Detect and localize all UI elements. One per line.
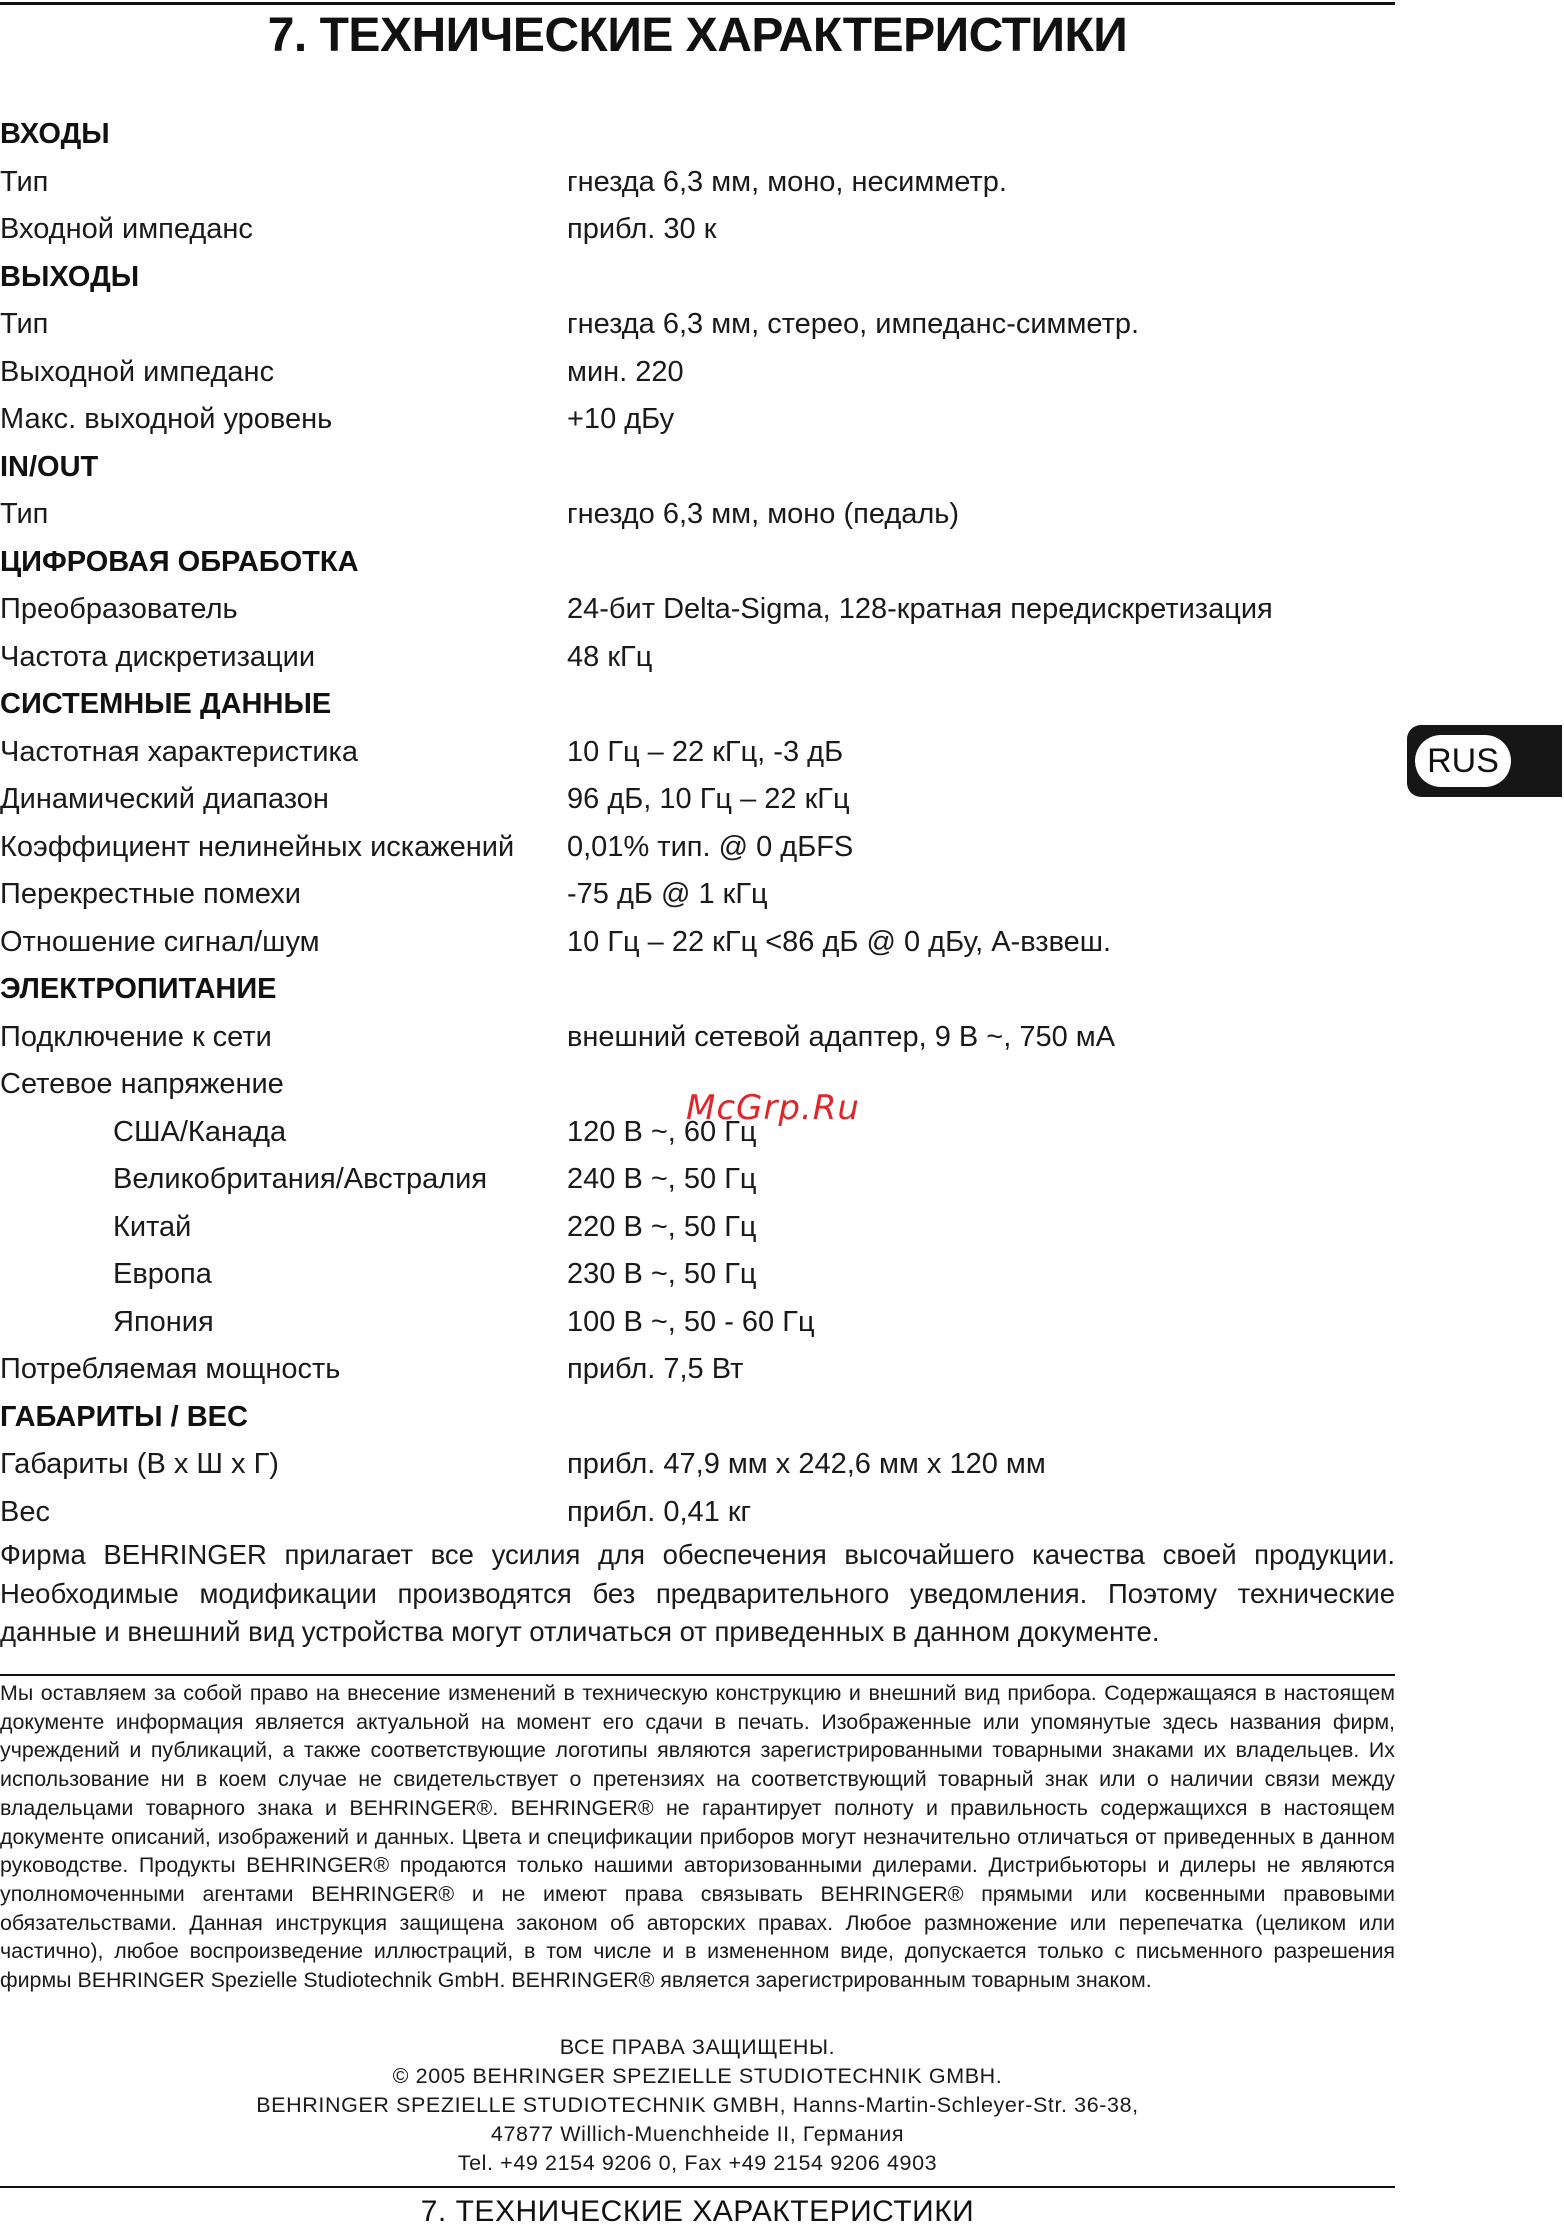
spec-table: [0, 111, 1395, 1536]
page-title: 7. ТЕХНИЧЕСКИЕ ХАРАКТЕРИСТИКИ: [267, 9, 1128, 62]
spec-row: [0, 1346, 1395, 1394]
spec-label: Частотная характеристика: [0, 735, 359, 768]
spec-section-heading: [0, 681, 1395, 729]
spec-label: ВХОДЫ: [0, 118, 110, 150]
spec-value: прибл. 0,41 кг: [567, 1495, 752, 1528]
spec-row: [0, 1204, 1395, 1252]
spec-label: Потребляемая мощность: [0, 1353, 341, 1385]
company-city: 47877 Willich-Muenchheide II, Германия: [490, 2122, 905, 2146]
spec-label: Великобритания/Австралия: [113, 1163, 488, 1195]
spec-label: Европа: [113, 1258, 212, 1290]
spec-row: [0, 1299, 1395, 1347]
spec-label: Отношение сигнал/шум: [0, 925, 320, 958]
spec-label: ЭЛЕКТРОПИТАНИЕ: [0, 973, 277, 1005]
spec-value: 240 В ~, 50 Гц: [567, 1163, 757, 1195]
copyright-block: [0, 2033, 1395, 2178]
spec-label: Входной импеданс: [0, 213, 253, 245]
spec-section-heading: [0, 111, 1395, 159]
spec-value: +10 дБу: [567, 403, 675, 435]
spec-value: -75 дБ @ 1 кГц: [567, 878, 768, 910]
spec-section-heading: [0, 966, 1395, 1014]
spec-value: 220 В ~, 50 Гц: [567, 1210, 757, 1243]
spec-label: Тип: [0, 165, 49, 198]
spec-label: ГАБАРИТЫ / ВЕС: [0, 1400, 248, 1433]
spec-label: Макс. выходной уровень: [0, 403, 333, 435]
spec-value: гнезда 6,3 мм, стерео, импеданс-симметр.: [567, 308, 1140, 340]
top-rule: [0, 2, 1395, 5]
spec-label: Китай: [113, 1210, 192, 1243]
spec-label: Япония: [113, 1305, 214, 1338]
spec-value: гнездо 6,3 мм, моно (педаль): [567, 498, 960, 530]
spec-row: [0, 1441, 1395, 1489]
spec-value: прибл. 30 к: [567, 213, 717, 245]
spec-value: 10 Гц – 22 кГц <86 дБ @ 0 дБу, A-взвеш.: [567, 925, 1112, 958]
divider: [0, 1674, 1395, 1676]
spec-row: [0, 1014, 1395, 1062]
spec-row: [0, 824, 1395, 872]
spec-row: [0, 871, 1395, 919]
spec-row: [0, 729, 1395, 777]
spec-label: Тип: [0, 498, 49, 530]
spec-label: Подключение к сети: [0, 1020, 272, 1053]
spec-row: [0, 1251, 1395, 1299]
spec-label: Сетевое напряжение: [0, 1068, 284, 1100]
footer-title: 7. ТЕХНИЧЕСКИЕ ХАРАКТЕРИСТИКИ: [420, 2195, 975, 2228]
company-address: BEHRINGER SPEZIELLE STUDIOTECHNIK GMBH, Hanns-Martin-Schleyer-Str. 36-38,: [256, 2093, 1139, 2117]
spec-row: [0, 919, 1395, 967]
spec-row: [0, 491, 1395, 539]
spec-row: [0, 301, 1395, 349]
disclaimer-paragraph: Фирма BEHRINGER прилагает все усилия для обеспечения высочайшего качества своей продукции. Необходимые модификации производятся без предварительного уведомления. Поэтому технические данные и внешний вид устройства могут отличаться от приведенных в данном документе.: [0, 1539, 1395, 1647]
spec-label: Габариты (В x Ш x Г): [0, 1448, 279, 1480]
spec-row: [0, 349, 1395, 397]
spec-section-heading: [0, 444, 1395, 492]
spec-value: прибл. 47,9 мм x 242,6 мм x 120 мм: [567, 1448, 1046, 1480]
spec-value: 10 Гц – 22 кГц, -3 дБ: [567, 735, 844, 768]
spec-row: [0, 396, 1395, 444]
spec-value: 100 В ~, 50 - 60 Гц: [567, 1305, 815, 1338]
spec-value: прибл. 7,5 Вт: [567, 1353, 744, 1385]
spec-label: Вес: [0, 1495, 50, 1528]
company-phone: Tel. +49 2154 9206 0, Fax +49 2154 9206 4903: [457, 2151, 938, 2175]
spec-value: 120 В ~, 60 Гц: [567, 1115, 757, 1148]
spec-label: ВЫХОДЫ: [0, 260, 140, 293]
spec-row: [0, 1489, 1395, 1537]
spec-label: Динамический диапазон: [0, 783, 329, 815]
spec-label: ЦИФРОВАЯ ОБРАБОТКА: [0, 545, 359, 578]
spec-label: Тип: [0, 308, 49, 340]
language-tab: [1407, 725, 1562, 797]
spec-label: IN/OUT: [0, 450, 99, 483]
spec-row: [0, 159, 1395, 207]
spec-label: Коэффициент нелинейных искажений: [0, 830, 515, 863]
spec-value: 0,01% тип. @ 0 дБFS: [567, 830, 854, 863]
spec-row: [0, 206, 1395, 254]
spec-section-heading: [0, 1394, 1395, 1442]
spec-value: внешний сетевой адаптер, 9 В ~, 750 мА: [567, 1020, 1116, 1053]
spec-label: Перекрестные помехи: [0, 878, 301, 910]
spec-row: [0, 586, 1395, 634]
spec-value: 230 В ~, 50 Гц: [567, 1258, 757, 1290]
spec-section-heading: [0, 254, 1395, 302]
spec-row: [0, 1156, 1395, 1204]
spec-label: Выходной импеданс: [0, 355, 275, 388]
legal-notice: Мы оставляем за собой право на внесение изменений в техническую конструкцию и внешний вид прибора. Содержащаяся в настоящем документе информация является актуальной на момент его сдачи в печать. Изображенные или упомянутые здесь названия фирм, учреждений и публикаций, а также соответствующие логотипы являются зарегистрированными товарными знаками их владельцев. Их использование ни в коем случае не свидетельствует о претензиях на соответствующий товарный знак или о наличии связи между владельцами товарного знака и BEHRINGER®. BEHRINGER® не гарантирует полноту и правильность содержащихся в настоящем документе описаний, изображений и данных. Цвета и спецификации приборов могут незначительно отличаться от приведенных в данном руководстве. Продукты BEHRINGER® продаются только нашими авторизованными дилерами. Дистрибьюторы и дилеры не являются уполномоченными агентами BEHRINGER® и не имеют права связывать BEHRINGER® прямыми или косвенными правовыми обязательствами. Данная инструкция защищена законом об авторских правах. Любое размножение или перепечатка (целиком или частично), любое воспроизведение иллюстраций, в том числе и в измененном виде, допускается только с письменного разрешения фирмы BEHRINGER Spezielle Studiotechnik GmbH. BEHRINGER® является зарегистрированным товарным знаком.: [0, 1681, 1395, 1993]
spec-row: [0, 776, 1395, 824]
rights-reserved: ВСЕ ПРАВА ЗАЩИЩЕНЫ.: [559, 2035, 836, 2059]
spec-label: США/Канада: [113, 1115, 287, 1148]
spec-label: СИСТЕМНЫЕ ДАННЫЕ: [0, 688, 332, 720]
spec-value: 48 кГц: [567, 640, 653, 673]
copyright-line: © 2005 BEHRINGER SPEZIELLE STUDIOTECHNIK GMBH.: [392, 2064, 1003, 2088]
spec-section-heading: [0, 539, 1395, 587]
spec-row: [0, 634, 1395, 682]
spec-value: 24-бит Delta-Sigma, 128-кратная передискретизация: [567, 593, 1273, 625]
language-label: RUS: [1415, 735, 1511, 787]
spec-value: 96 дБ, 10 Гц – 22 кГц: [567, 783, 850, 815]
spec-label: Частота дискретизации: [0, 640, 316, 673]
spec-label: Преобразователь: [0, 593, 238, 625]
spec-value: гнезда 6,3 мм, моно, несимметр.: [567, 165, 1007, 198]
spec-value: мин. 220: [567, 355, 684, 388]
footer-rule: [0, 2186, 1395, 2188]
watermark: McGrp.Ru: [686, 1088, 860, 1128]
